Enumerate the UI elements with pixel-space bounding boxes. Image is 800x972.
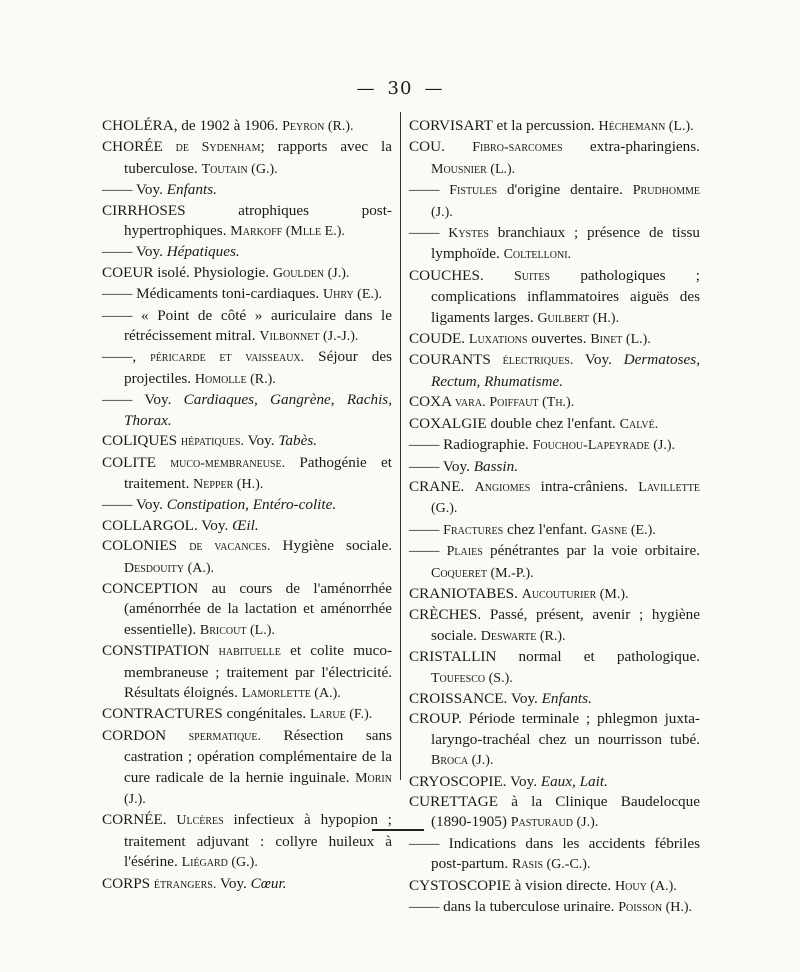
entry-text: CONCEPTION au cours de l'aménorrhée (aménorrhée de la lactation et aménorrhée essentielle). xyxy=(102,579,392,638)
entry-smallcaps-text: Pasturaud (J.). xyxy=(510,815,599,831)
entry-text: CRYOSCOPIE. Voy. xyxy=(409,772,541,790)
index-entry xyxy=(102,180,392,200)
entry-smallcaps-text: Poiffaut (Th.). xyxy=(489,395,575,411)
entry-text: intra-crâniens. xyxy=(530,477,639,495)
entry-italic-text: Hépatiques. xyxy=(166,243,240,261)
entry-text: Voy. xyxy=(216,874,251,892)
entry-smallcaps-text: Toufesco (S.). xyxy=(431,670,513,686)
entry-text: Voy. xyxy=(573,351,624,369)
entry-smallcaps-text: Lavillette (G.). xyxy=(431,479,700,517)
index-entry xyxy=(102,390,392,431)
entry-smallcaps-text: Binet (L.). xyxy=(590,332,651,348)
index-entry xyxy=(409,605,700,647)
index-entry xyxy=(409,329,700,350)
entry-text: ——, xyxy=(102,348,151,366)
entry-text: Séjour des projectiles. xyxy=(124,348,392,387)
index-entry xyxy=(409,116,700,137)
entry-text: CORPS xyxy=(102,874,154,892)
entry-smallcaps-text: Vilbonnet (J.-J.). xyxy=(259,329,359,345)
index-entry xyxy=(409,772,700,792)
entry-text: COLLARGOL. Voy. xyxy=(102,516,233,534)
entry-smallcaps-text: Liégard (G.). xyxy=(181,855,258,871)
entry-smallcaps-text: Broca (J.). xyxy=(431,753,494,769)
entry-smallcaps-text: Deswarte (R.). xyxy=(480,628,566,644)
entry-text: COLONIES xyxy=(102,537,190,555)
page-number xyxy=(0,78,800,99)
entry-smallcaps-text: Morin (J.). xyxy=(124,770,392,807)
index-entry xyxy=(409,266,700,329)
index-entry xyxy=(409,689,700,709)
entry-smallcaps-text: habituelle xyxy=(218,644,281,660)
entry-smallcaps-text: muco-membraneuse. xyxy=(170,455,286,471)
entry-smallcaps-text: Goulden (J.). xyxy=(272,265,350,281)
entry-smallcaps-text: Houy (A.). xyxy=(615,878,677,894)
page-number-dash-right: — xyxy=(424,78,444,99)
entry-smallcaps-text: vara. xyxy=(455,395,486,411)
entry-smallcaps-text: péricarde et vaisseaux. xyxy=(150,350,305,366)
entry-text: —— Voy. xyxy=(102,496,167,514)
page-number-value: 30 xyxy=(387,78,413,99)
entry-text: CRANIOTABES. xyxy=(409,584,522,602)
entry-text: CORVISART et la percussion. xyxy=(409,117,599,134)
index-entry xyxy=(102,242,392,262)
entry-text: —— dans la tuberculose urinaire. xyxy=(409,898,619,916)
entry-text: —— Voy. xyxy=(409,457,474,475)
index-entry xyxy=(102,726,392,811)
entry-smallcaps-text: Héchemann (L.). xyxy=(598,119,694,134)
entry-smallcaps-text: hépatiques. xyxy=(180,434,245,450)
index-entry xyxy=(102,347,392,390)
index-entry xyxy=(409,584,700,605)
page-number-dash-left: — xyxy=(356,78,376,99)
entry-text: —— Voy. xyxy=(102,391,184,409)
entry-text: infectieux à hypopion ; traitement adjuvant : collyre huileux à l'ésérine. xyxy=(124,811,392,871)
entry-smallcaps-text: Larue (F.). xyxy=(309,707,373,723)
index-entry xyxy=(102,453,392,496)
entry-text: ouvertes. xyxy=(527,330,591,348)
entry-text: ; rapports avec la tuberculose. xyxy=(124,138,393,177)
entry-text: d'origine dentaire. xyxy=(497,181,633,199)
entry-text: CRANE. xyxy=(409,477,475,495)
entry-smallcaps-text: de Sydenham xyxy=(175,140,261,156)
index-entry xyxy=(409,876,700,897)
entry-smallcaps-text: Peyron (R.). xyxy=(282,119,354,134)
entry-text: COUDE. xyxy=(409,330,469,348)
entry-smallcaps-text: Nepper (H.). xyxy=(193,476,264,492)
entry-italic-text: Cœur. xyxy=(250,874,287,892)
entry-text: extra-pharingiens. xyxy=(562,138,700,156)
entry-text: —— xyxy=(409,224,449,242)
entry-smallcaps-text: Calvé. xyxy=(619,416,659,432)
entry-text: CHORÉE xyxy=(102,138,176,156)
entry-text: CROUP. Période terminale ; phlegmon juxta-laryngo-trachéal chez un nourrisson tubé. xyxy=(409,710,700,748)
index-entry xyxy=(102,579,392,641)
index-entry xyxy=(102,137,392,180)
entry-italic-text: Enfants. xyxy=(541,689,592,707)
entry-text: COXA xyxy=(409,393,455,411)
entry-smallcaps-text: de vacances. xyxy=(189,539,271,555)
index-entry xyxy=(409,223,700,266)
entry-italic-text: Constipation, Entéro-colite. xyxy=(166,496,337,514)
entry-smallcaps-text: Fouchou-Lapeyrade (J.). xyxy=(532,438,675,454)
entry-text: branchiaux ; présence de tissu lymphoïde. xyxy=(431,224,700,263)
entry-smallcaps-text: Mousnier (L.). xyxy=(431,161,516,177)
entry-smallcaps-text: Coqueret (M.-P.). xyxy=(431,565,534,581)
entry-text: COU. xyxy=(409,138,473,156)
entry-smallcaps-text: Fractures xyxy=(443,522,504,538)
footer-rule xyxy=(372,829,424,831)
right-column xyxy=(409,116,700,918)
index-entry xyxy=(102,810,392,873)
entry-text: —— Voy. xyxy=(102,243,167,261)
entry-smallcaps-text: Homolle (R.). xyxy=(194,371,276,387)
entry-text: CONTRACTURES congénitales. xyxy=(102,705,310,723)
entry-text: CRÈCHES. Passé, présent, avenir ; hygiène sociale. xyxy=(409,606,700,644)
index-entry xyxy=(102,201,392,243)
entry-text: —— Médicaments toni-cardiaques. xyxy=(102,285,323,303)
entry-text: COUCHES. xyxy=(409,266,514,284)
entry-smallcaps-text: Desdouity (A.). xyxy=(124,560,215,576)
entry-text: Hygiène sociale. xyxy=(270,537,393,555)
entry-smallcaps-text: Gasne (E.). xyxy=(591,522,656,538)
entry-smallcaps-text: étrangers. xyxy=(153,876,217,892)
entry-text: Résection sans castration ; opération complémentaire de la cure radicale de la hernie inguinale. xyxy=(124,726,392,786)
left-column xyxy=(102,116,392,895)
index-entry xyxy=(102,516,392,536)
entry-text: CROISSANCE. Voy. xyxy=(409,689,542,707)
entry-smallcaps-text: Coltelloni. xyxy=(503,247,572,263)
index-entry xyxy=(409,541,700,584)
index-entry xyxy=(102,431,392,452)
entry-smallcaps-text: Suites xyxy=(513,268,551,284)
entry-italic-text: Œil. xyxy=(232,516,259,534)
index-entry xyxy=(409,647,700,689)
entry-text: COLIQUES xyxy=(102,432,181,450)
entry-smallcaps-text: Aucouturier (M.). xyxy=(521,586,629,602)
entry-italic-text: Tabès. xyxy=(278,432,318,450)
entry-text: —— « Point de côté » auriculaire dans le rétrécissement mitral. xyxy=(102,306,392,345)
index-entry xyxy=(409,897,700,918)
entry-italic-text: Dermatoses, Rectum, Rhumatisme. xyxy=(431,351,701,390)
entry-text: CYSTOSCOPIE à vision directe. xyxy=(409,876,616,894)
entry-smallcaps-text: Ulcères xyxy=(176,813,224,829)
entry-text: —— xyxy=(409,542,447,560)
entry-text: —— xyxy=(409,520,444,538)
entry-text: —— Indications dans les accidents fébriles post-partum. xyxy=(409,834,700,873)
entry-italic-text: Cardiaques, Gangrène, Rachis, Thorax. xyxy=(124,391,393,429)
index-entry xyxy=(102,263,392,284)
index-entry xyxy=(102,641,392,704)
index-entry xyxy=(102,284,392,305)
index-entry xyxy=(409,414,700,435)
entry-text: et colite muco-membraneuse ; traitement par l'électricité. Résultats éloignés. xyxy=(124,642,393,701)
entry-smallcaps-text: Prudhomme (J.). xyxy=(431,183,700,220)
entry-text: pénétrantes par la voie orbitaire. xyxy=(482,542,700,560)
entry-text: COURANTS xyxy=(409,351,503,369)
index-entry xyxy=(409,350,700,392)
entry-smallcaps-text: spermatique. xyxy=(188,728,262,744)
entry-smallcaps-text: Uhry (E.). xyxy=(323,287,383,303)
entry-smallcaps-text: Rasis (G.-C.). xyxy=(512,857,591,873)
index-entry xyxy=(409,792,700,834)
entry-text: —— Radiographie. xyxy=(409,436,533,454)
entry-text: Pathogénie et traitement. xyxy=(124,453,392,492)
entry-smallcaps-text: Fistules xyxy=(449,183,498,199)
index-entry xyxy=(409,137,700,180)
entry-smallcaps-text: Luxations xyxy=(468,332,528,348)
entry-text: chez l'enfant. xyxy=(503,520,592,538)
index-entry xyxy=(409,834,700,876)
entry-text: CORNÉE. xyxy=(102,811,177,829)
index-entry xyxy=(102,874,392,895)
entry-text: Voy. xyxy=(244,432,279,450)
entry-text: CRISTALLIN normal et pathologique. xyxy=(409,648,700,666)
entry-smallcaps-text: Fibro-sarcomes xyxy=(472,140,563,156)
index-entry xyxy=(409,457,700,477)
entry-text: pathologiques ; complications inflammatoires aiguës des ligaments larges. xyxy=(431,266,700,326)
entry-italic-text: Enfants. xyxy=(166,181,217,199)
entry-text: —— Voy. xyxy=(102,181,167,199)
index-entry xyxy=(102,495,392,515)
index-entry xyxy=(102,704,392,725)
entry-smallcaps-text: Plaies xyxy=(446,544,483,560)
index-entry xyxy=(102,116,392,137)
index-entry xyxy=(102,536,392,579)
index-entry xyxy=(409,180,700,223)
entry-text: COEUR isolé. Physiologie. xyxy=(102,263,273,281)
index-entry xyxy=(409,709,700,771)
entry-smallcaps-text: Markoff (Mlle E.). xyxy=(230,224,345,240)
column-divider xyxy=(400,112,401,780)
entry-text: CHOLÉRA, de 1902 à 1906. xyxy=(102,117,283,134)
index-entry xyxy=(409,392,700,413)
entry-italic-text: Bassin. xyxy=(473,457,519,475)
entry-smallcaps-text: Toutain (G.). xyxy=(201,161,278,177)
index-entry xyxy=(409,520,700,541)
index-entry xyxy=(409,477,700,520)
entry-smallcaps-text: électriques. xyxy=(502,353,574,369)
entry-text: —— xyxy=(409,181,450,199)
entry-smallcaps-text: Poisson (H.). xyxy=(618,900,693,916)
entry-smallcaps-text: Kystes xyxy=(448,226,489,242)
entry-italic-text: Eaux, Lait. xyxy=(540,772,608,790)
entry-text: COLITE xyxy=(102,453,171,471)
entry-text: CIRRHOSES atrophiques post-hypertrophiques. xyxy=(102,201,392,240)
entry-text: COXALGIE double chez l'enfant. xyxy=(409,414,620,432)
entry-smallcaps-text: Angiomes xyxy=(474,479,531,495)
index-entry xyxy=(102,306,392,348)
entry-smallcaps-text: Bricout (L.). xyxy=(199,622,275,638)
entry-smallcaps-text: Lamorlette (A.). xyxy=(241,685,341,701)
entry-text: CURETTAGE à la Clinique Baudelocque (1890-1905) xyxy=(409,793,700,831)
entry-smallcaps-text: Guilbert (H.). xyxy=(537,310,620,326)
entry-text: CONSTIPATION xyxy=(102,642,219,660)
entry-text: CORDON xyxy=(102,726,189,744)
index-entry xyxy=(409,435,700,456)
